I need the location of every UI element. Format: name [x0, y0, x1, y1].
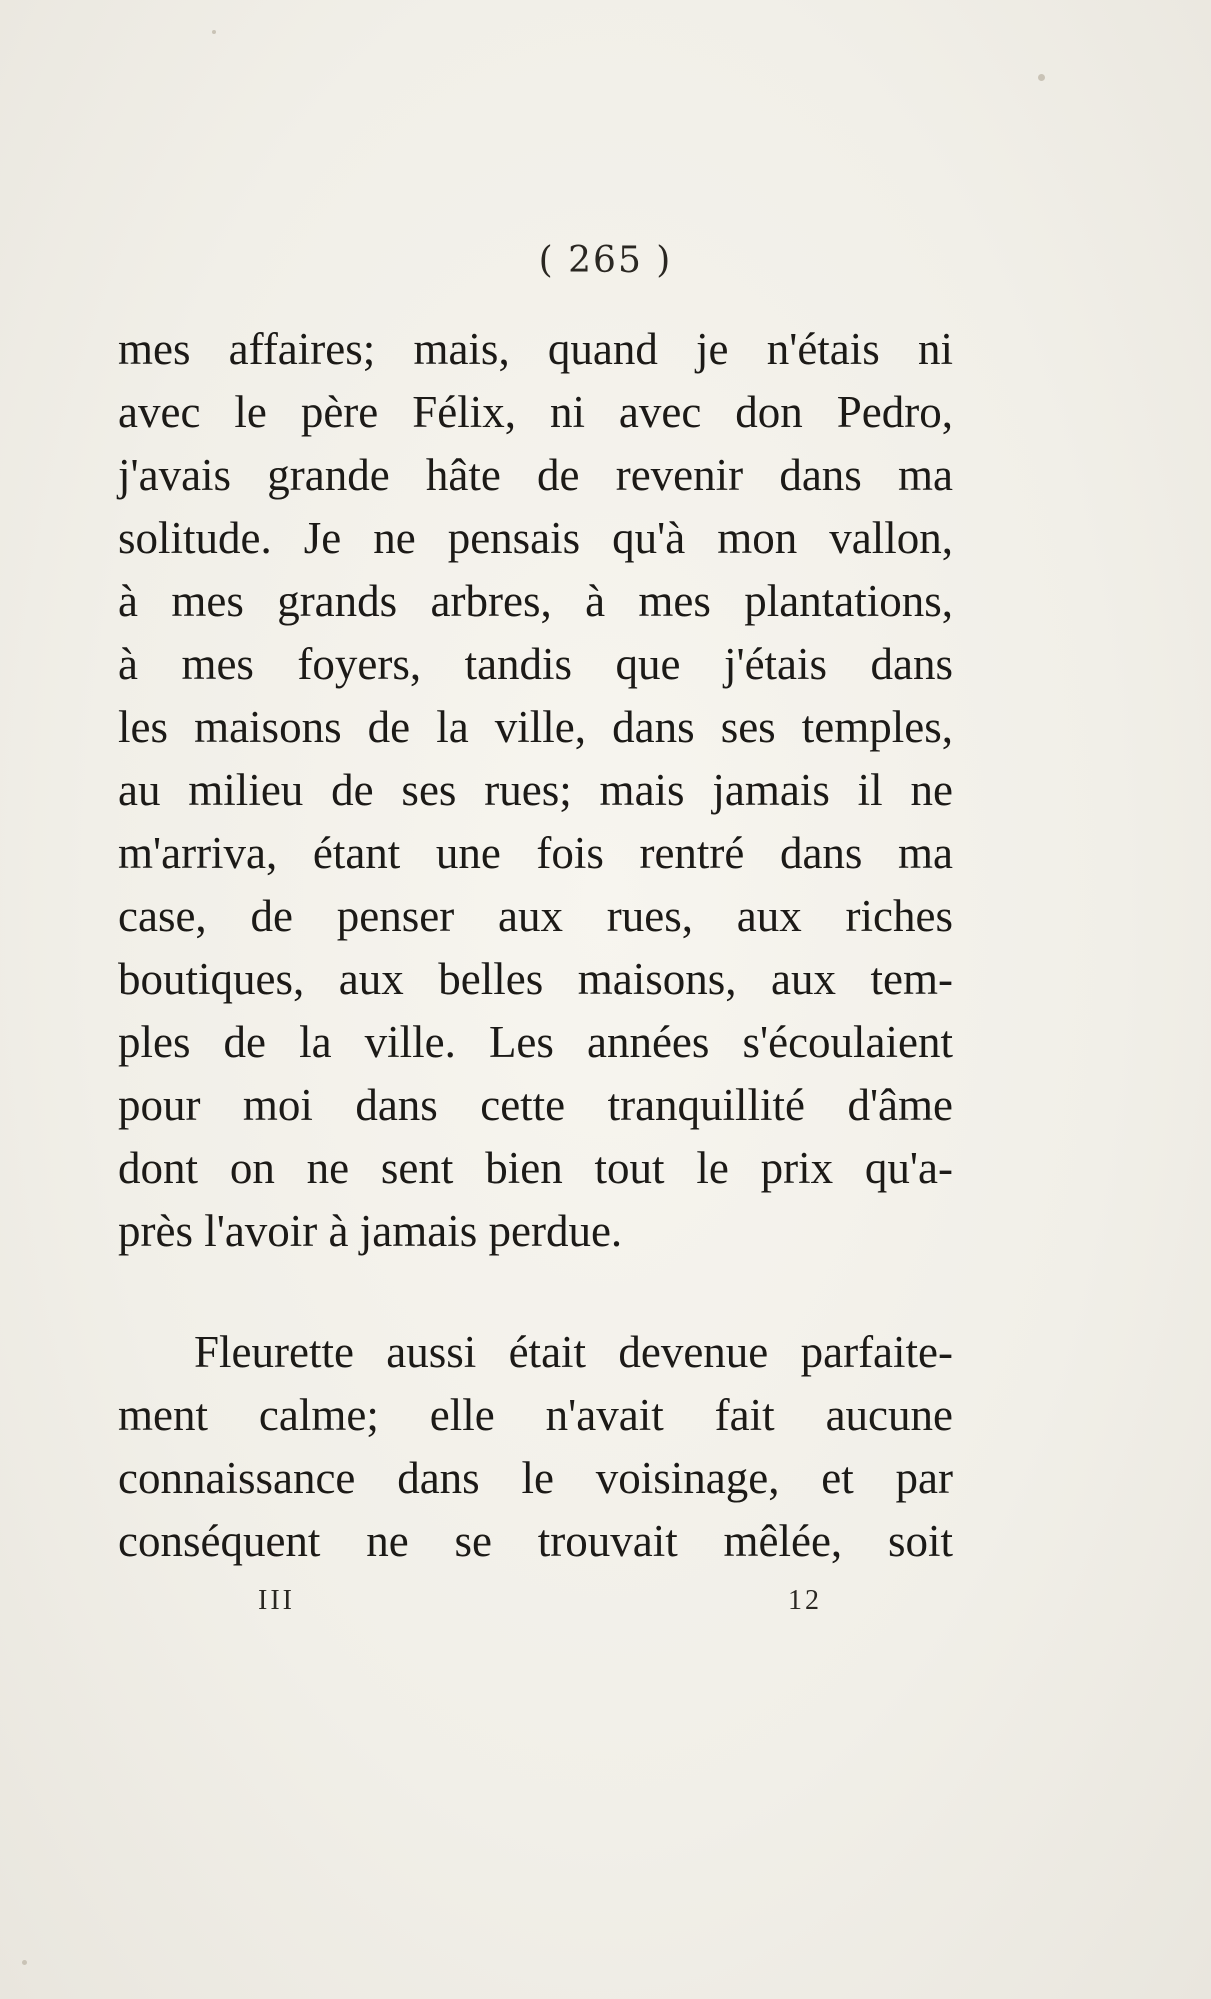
text-line: près l'avoir à jamais perdue. — [118, 1206, 623, 1256]
page-number: ( 265 ) — [538, 240, 673, 281]
volume-mark: III — [258, 1585, 295, 1616]
text-line: ment calme; elle n'avait fait aucune — [118, 1390, 953, 1440]
text-line: à mes foyers, tandis que j'étais dans — [118, 639, 953, 689]
paragraph-2 — [118, 1321, 953, 1573]
text-line: boutiques, aux belles maisons, aux tem- — [118, 954, 953, 1004]
text-line: connaissance dans le voisinage, et par — [118, 1453, 953, 1503]
text-line: j'avais grande hâte de revenir dans ma — [118, 450, 953, 500]
paragraph-1 — [118, 318, 953, 1263]
text-line: mes affaires; mais, quand je n'étais ni — [118, 324, 953, 374]
paper-speck — [212, 30, 216, 34]
text-line: m'arriva, étant une fois rentré dans ma — [118, 828, 953, 878]
text-line: conséquent ne se trouvait mêlée, soit — [118, 1516, 953, 1566]
body-text — [118, 318, 953, 1573]
signature-mark: 12 — [788, 1585, 822, 1616]
text-line: les maisons de la ville, dans ses temples, — [118, 702, 953, 752]
text-line: ples de la ville. Les années s'écoulaient — [118, 1017, 953, 1067]
paper-speck — [22, 1960, 27, 1965]
text-line: dont on ne sent bien tout le prix qu'a- — [118, 1143, 953, 1193]
text-line: solitude. Je ne pensais qu'à mon vallon, — [118, 513, 953, 563]
text-line: au milieu de ses rues; mais jamais il ne — [118, 765, 953, 815]
text-line: Fleurette aussi était devenue parfaite- — [194, 1327, 953, 1377]
text-line: pour moi dans cette tranquillité d'âme — [118, 1080, 953, 1130]
paragraph-gap — [118, 1263, 953, 1321]
paper-speck — [1038, 74, 1045, 81]
text-line: avec le père Félix, ni avec don Pedro, — [118, 387, 953, 437]
text-line: case, de penser aux rues, aux riches — [118, 891, 953, 941]
text-line: à mes grands arbres, à mes plantations, — [118, 576, 953, 626]
